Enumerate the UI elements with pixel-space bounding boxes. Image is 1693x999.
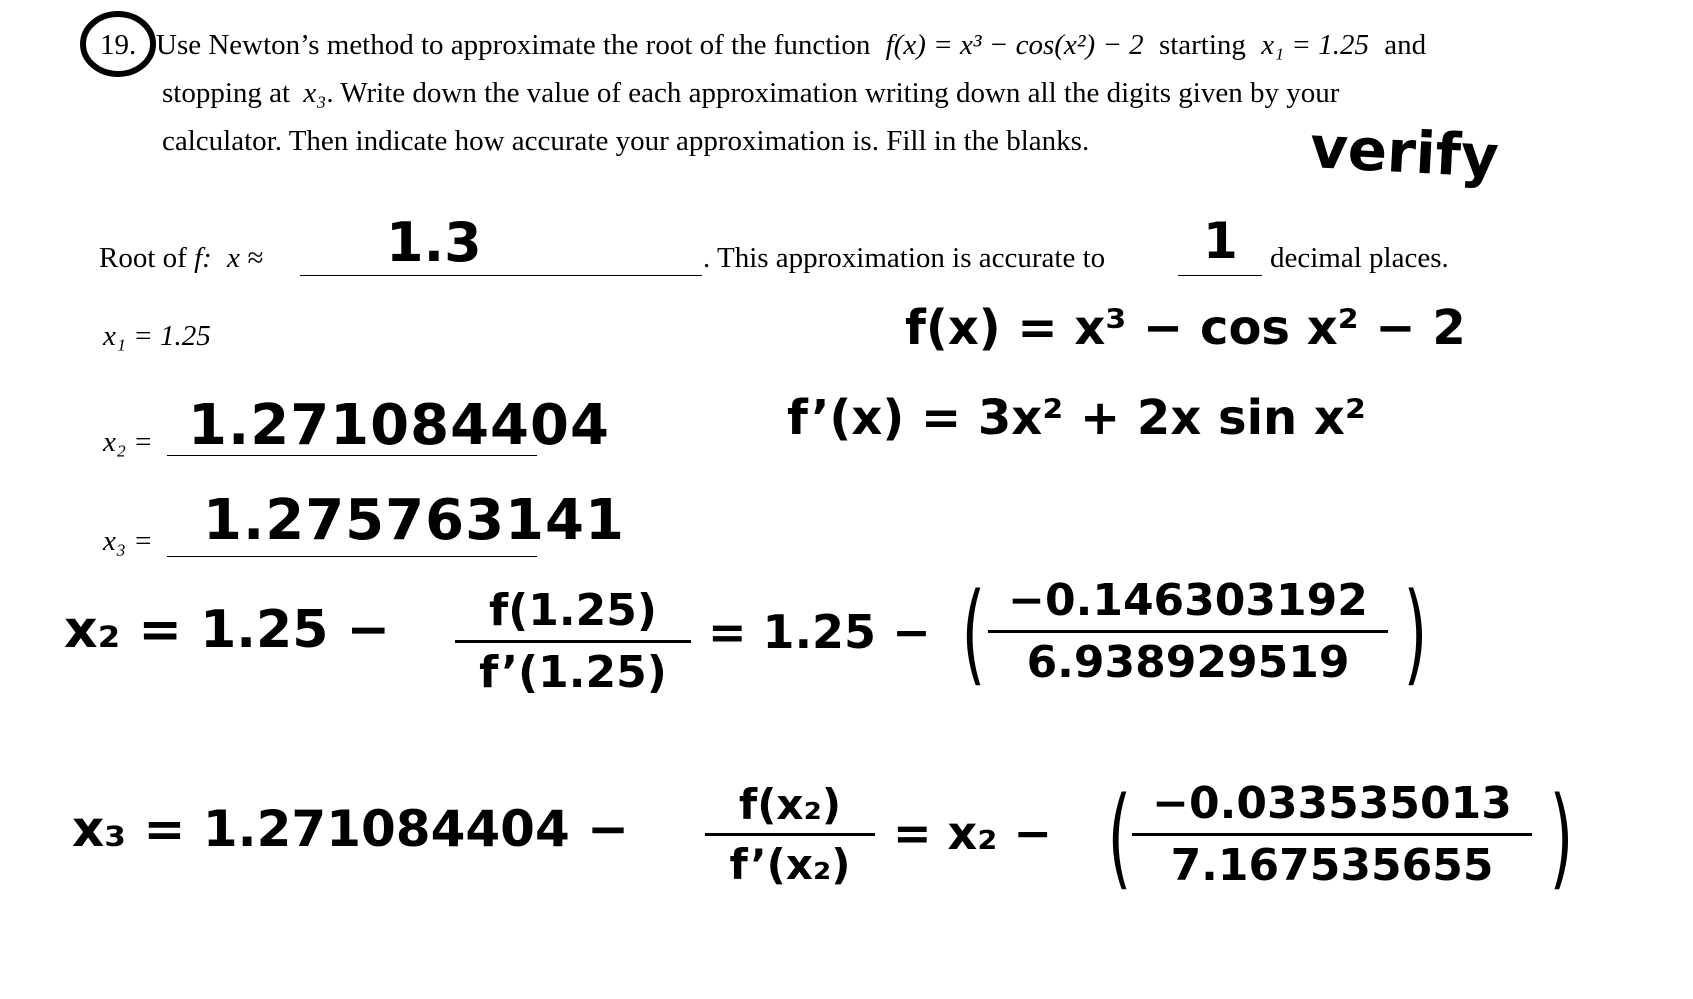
question-and: and	[1384, 29, 1427, 61]
x2-calc-fraction	[455, 585, 691, 698]
question-line-2-rest: . Write down the value of each approximation writing down all the digits given by your	[326, 77, 1340, 109]
question-line-2	[162, 79, 1339, 108]
question-stopping: stopping at	[162, 77, 291, 109]
x2-calc-right-paren: )	[1403, 569, 1428, 697]
x1-label: x₁ = 1.25	[103, 320, 211, 352]
question-line-3: calculator. Then indicate how accurate your approximation is. Fill in the blanks.	[162, 125, 1090, 157]
root-value: 1.3	[386, 211, 482, 274]
x3-calc-lhs: x₃ = 1.271084404 −	[72, 800, 630, 858]
decimal-places-blank[interactable]	[1178, 275, 1262, 276]
root-of-text: Root of	[99, 242, 187, 274]
handwritten-verify: verify	[1308, 113, 1501, 191]
x3-calc-fraction-numerator: f(x₂)	[738, 780, 842, 829]
x3-calc-fraction	[705, 780, 875, 889]
x2-calc-fraction-numerator: f(1.25)	[489, 585, 657, 636]
root-label	[99, 244, 263, 273]
x3-calc-fraction-bar	[705, 833, 875, 836]
x3-calc-equals: = x₂ −	[893, 806, 1052, 860]
x3-value: 1.275763141	[203, 488, 625, 553]
x3-label: x₃ =	[103, 525, 153, 557]
question-x1: x₁ = 1.25	[1261, 29, 1369, 61]
x3-blank[interactable]	[167, 556, 537, 557]
x3-calc-value-denominator: 7.167535655	[1170, 840, 1494, 891]
x2-calc-value-denominator: 6.938929519	[1026, 637, 1350, 688]
x2-calc-left-paren: (	[961, 569, 986, 697]
question-x3: x₃	[303, 77, 327, 109]
question-intro: Use Newton’s method to approximate the root of the function	[156, 29, 871, 61]
x3-calc-value-fraction	[1132, 778, 1532, 891]
x2-calc-fraction-denominator: f’(1.25)	[479, 647, 667, 698]
accuracy-text: . This approximation is accurate to	[703, 242, 1106, 274]
question-starting: starting	[1158, 29, 1246, 61]
x3-calc-value-bar	[1132, 833, 1532, 836]
decimal-places-value: 1	[1203, 212, 1238, 270]
root-blank[interactable]	[300, 275, 702, 276]
question-number: 19.	[100, 29, 137, 61]
handwritten-fpx: f’(x) = 3x² + 2x sin x²	[787, 390, 1366, 446]
x2-calc-value-numerator: −0.146303192	[1008, 575, 1368, 626]
x2-calc-value-bar	[988, 630, 1388, 633]
decimal-places-text: decimal places.	[1270, 242, 1449, 274]
root-f: f:	[194, 242, 212, 274]
x3-calc-right-paren: )	[1549, 773, 1574, 901]
x3-calc-value-numerator: −0.033535013	[1152, 778, 1512, 829]
x2-calc-equals: = 1.25 −	[708, 605, 931, 659]
question-line-1	[156, 31, 1426, 60]
x2-calc-fraction-bar	[455, 640, 691, 643]
x3-calc-fraction-denominator: f’(x₂)	[729, 840, 851, 889]
x2-value: 1.271084404	[188, 393, 610, 458]
x2-label: x₂ =	[103, 426, 153, 458]
root-x: x ≈	[227, 242, 264, 274]
handwritten-fx: f(x) = x³ − cos x² − 2	[905, 300, 1466, 356]
function-expression: f(x) = x³ − cos(x²) − 2	[885, 29, 1144, 61]
x3-calc-left-paren: (	[1107, 773, 1132, 901]
x2-calc-value-fraction	[988, 575, 1388, 688]
x2-calc-lhs: x₂ = 1.25 −	[64, 600, 391, 660]
